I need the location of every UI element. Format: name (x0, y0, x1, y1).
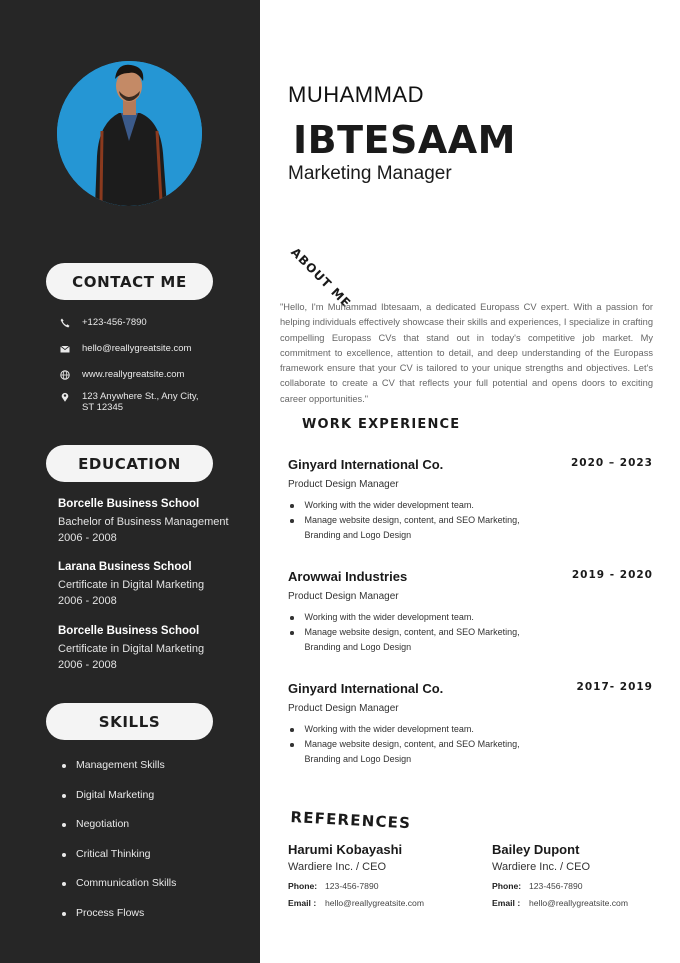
skill-label: Management Skills (76, 759, 165, 771)
skill-item (62, 907, 176, 937)
job-bullet (288, 498, 558, 513)
reference-phone-value: 123-456-7890 (529, 881, 583, 891)
reference-card (492, 842, 672, 908)
skills-heading: SKILLS (46, 703, 213, 740)
reference-org: Wardiere Inc. / CEO (492, 861, 591, 873)
skill-item (62, 818, 176, 848)
reference-name: Harumi Kobayashi (288, 842, 403, 857)
phone-label: Phone: (492, 881, 522, 891)
education-heading: EDUCATION (46, 445, 213, 482)
education-degree: Bachelor of Business Management (58, 516, 229, 528)
email-label: Email : (492, 898, 521, 908)
job-company: Ginyard International Co. (288, 457, 444, 472)
job-title: Marketing Manager (288, 163, 452, 184)
bullet-icon (62, 794, 66, 798)
reference-phone (288, 881, 468, 891)
bullet-icon (62, 764, 66, 768)
education-item (58, 561, 248, 607)
bullet-icon (290, 519, 294, 523)
job-bullet-text: Manage website design, content, and SEO Marketing, Branding and Logo Design (304, 627, 520, 652)
reference-card (288, 842, 468, 908)
skill-label: Negotiation (76, 818, 130, 831)
job-company: Ginyard International Co. (288, 681, 444, 696)
job-bullet-text: Working with the wider development team. (304, 724, 474, 734)
location-pin-icon (58, 391, 72, 403)
job-role: Product Design Manager (288, 703, 399, 714)
contact-heading: CONTACT ME (46, 263, 213, 300)
email-label: Email : (288, 898, 317, 908)
education-years: 2006 - 2008 (58, 532, 117, 544)
education-degree: Certificate in Digital Marketing (58, 643, 205, 655)
bullet-icon (62, 882, 66, 886)
reference-phone (492, 881, 672, 891)
job-bullets (288, 498, 558, 543)
contact-website-text[interactable]: www.reallygreatsite.com (82, 369, 185, 380)
phone-label: Phone: (288, 881, 318, 891)
skill-label: Process Flows (76, 906, 145, 919)
contact-email (58, 343, 191, 355)
job-bullet (288, 722, 558, 737)
job-bullets (288, 722, 558, 767)
job-bullet-text: Working with the wider development team. (304, 500, 474, 510)
job-bullet-text: Manage website design, content, and SEO Marketing, Branding and Logo Design (304, 739, 520, 764)
job-entry (288, 681, 656, 767)
education-item (58, 498, 248, 544)
work-experience-heading: WORK EXPERIENCE (302, 417, 461, 432)
contact-phone (58, 317, 147, 329)
reference-email (492, 898, 672, 908)
bullet-icon (62, 823, 66, 827)
bullet-icon (290, 631, 294, 635)
skills-list (62, 759, 176, 937)
profile-photo (57, 61, 202, 206)
skill-label: Digital Marketing (76, 788, 155, 801)
contact-phone-text: +123-456-7890 (82, 317, 147, 328)
job-company: Arowwai Industries (288, 569, 408, 584)
skill-item (62, 789, 176, 819)
contact-email-text[interactable]: hello@reallygreatsite.com (82, 343, 192, 354)
job-bullet (288, 513, 558, 543)
skill-item (62, 848, 176, 878)
education-school: Borcelle Business School (58, 625, 200, 637)
education-school: Borcelle Business School (58, 498, 200, 510)
references-heading: REFERENCES (290, 808, 412, 833)
contact-address-text: 123 Anywhere St., Any City, ST 12345 (82, 391, 199, 413)
reference-email-value[interactable]: hello@reallygreatsite.com (325, 898, 425, 908)
bullet-icon (290, 616, 294, 620)
skill-label: Critical Thinking (76, 847, 151, 860)
about-text: "Hello, I'm Muhammad Ibtesaam, a dedicated Europass CV expert. With a passion for helping individuals effectively showcase their skills and experiences, I specialize in crafting compelling Europass CVs that stand out in today's competitive job market. My commitment to excellence, attention to detail, and deep understanding of the Europass framework ensure that your CV is tailored to your unique strengths and objectives. Let's collaborate to create a CV that reflects your full potential and opens doors to exciting career opportunities." (280, 302, 653, 404)
reference-name: Bailey Dupont (492, 842, 580, 857)
skill-item (62, 759, 176, 789)
job-bullet-text: Manage website design, content, and SEO Marketing, Branding and Logo Design (304, 515, 520, 540)
job-entry (288, 457, 656, 543)
job-bullet (288, 625, 558, 655)
job-bullets (288, 610, 558, 655)
phone-icon (58, 317, 72, 329)
bullet-icon (62, 912, 66, 916)
bullet-icon (290, 504, 294, 508)
job-entry (288, 569, 656, 655)
bullet-icon (62, 853, 66, 857)
reference-org: Wardiere Inc. / CEO (288, 861, 387, 873)
bullet-icon (290, 743, 294, 747)
reference-phone-value: 123-456-7890 (325, 881, 379, 891)
skill-label: Communication Skills (76, 877, 177, 890)
first-name: MUHAMMAD (288, 82, 424, 107)
reference-email-value[interactable]: hello@reallygreatsite.com (529, 898, 629, 908)
reference-email (288, 898, 468, 908)
job-role: Product Design Manager (288, 479, 399, 490)
job-role: Product Design Manager (288, 591, 399, 602)
job-period: 2017- 2019 (576, 681, 653, 693)
education-years: 2006 - 2008 (58, 659, 117, 671)
job-period: 2019 - 2020 (571, 569, 653, 581)
education-item (58, 625, 248, 671)
skill-item (62, 877, 176, 907)
job-bullet (288, 610, 558, 625)
job-bullet-text: Working with the wider development team. (304, 612, 474, 622)
contact-website (58, 369, 184, 381)
mail-icon (58, 343, 72, 355)
last-name: IBTESAAM (293, 118, 516, 162)
bullet-icon (290, 728, 294, 732)
job-bullet (288, 737, 558, 767)
sidebar (0, 0, 260, 963)
job-period: 2020 – 2023 (570, 457, 653, 469)
contact-address (58, 391, 202, 413)
education-school: Larana Business School (58, 561, 192, 573)
globe-icon (58, 369, 72, 381)
education-degree: Certificate in Digital Marketing (58, 579, 205, 591)
education-years: 2006 - 2008 (58, 595, 117, 607)
about-heading: ABOUT ME (288, 245, 354, 311)
